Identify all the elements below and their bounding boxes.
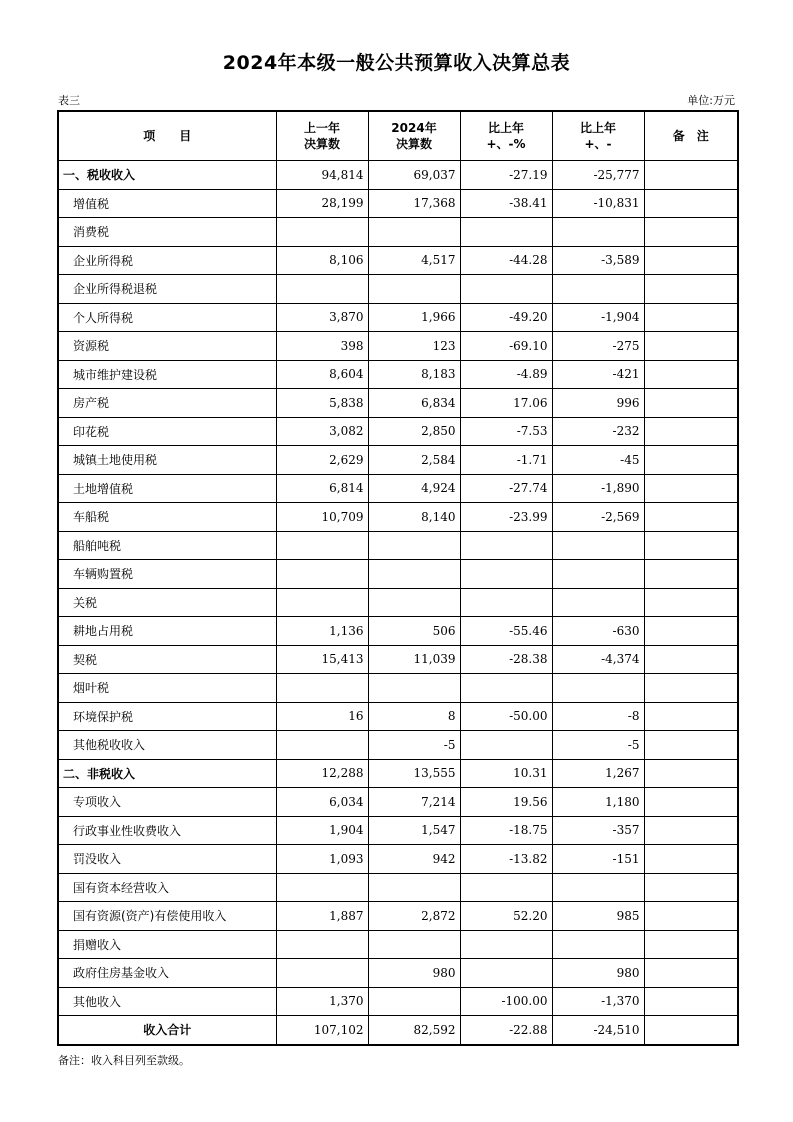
change-amount-cell: -151: [552, 845, 644, 874]
current-year-cell: 8: [368, 702, 460, 731]
table-row: [58, 531, 738, 560]
item-cell: 政府住房基金收入: [58, 959, 276, 988]
remark-cell: [644, 816, 738, 845]
change-amount-cell: -1,890: [552, 474, 644, 503]
change-amount-cell: -5: [552, 731, 644, 760]
header-change-amount: 比上年 +、-: [552, 111, 644, 161]
current-year-cell: 1,966: [368, 303, 460, 332]
prev-year-cell: 1,093: [276, 845, 368, 874]
current-year-cell: [368, 275, 460, 304]
table-row: [58, 902, 738, 931]
item-cell: 一、税收收入: [58, 161, 276, 190]
change-percent-cell: -44.28: [460, 246, 552, 275]
unit-label: 单位:万元: [687, 94, 735, 107]
item-cell: 消费税: [58, 218, 276, 247]
current-year-cell: 1,547: [368, 816, 460, 845]
current-year-cell: 2,872: [368, 902, 460, 931]
change-percent-cell: [460, 959, 552, 988]
current-year-cell: [368, 588, 460, 617]
change-percent-cell: -1.71: [460, 446, 552, 475]
remark-cell: [644, 446, 738, 475]
table-row: [58, 930, 738, 959]
table-row: [58, 788, 738, 817]
change-percent-cell: [460, 531, 552, 560]
header-remark: 备 注: [644, 111, 738, 161]
remark-cell: [644, 930, 738, 959]
change-amount-cell: 996: [552, 389, 644, 418]
change-amount-cell: -421: [552, 360, 644, 389]
item-cell: 个人所得税: [58, 303, 276, 332]
prev-year-cell: 10,709: [276, 503, 368, 532]
current-year-cell: 2,584: [368, 446, 460, 475]
table-row: [58, 446, 738, 475]
change-percent-cell: [460, 674, 552, 703]
remark-cell: [644, 503, 738, 532]
change-percent-cell: -28.38: [460, 645, 552, 674]
prev-year-cell: [276, 275, 368, 304]
remark-cell: [644, 560, 738, 589]
item-cell: 国有资本经营收入: [58, 873, 276, 902]
prev-year-cell: [276, 588, 368, 617]
prev-year-cell: 3,870: [276, 303, 368, 332]
change-amount-cell: [552, 674, 644, 703]
remark-cell: [644, 1016, 738, 1045]
prev-year-cell: [276, 930, 368, 959]
change-percent-cell: -69.10: [460, 332, 552, 361]
remark-cell: [644, 417, 738, 446]
change-amount-cell: 1,267: [552, 759, 644, 788]
prev-year-cell: [276, 560, 368, 589]
change-amount-cell: -45: [552, 446, 644, 475]
table-row: [58, 303, 738, 332]
change-amount-cell: -275: [552, 332, 644, 361]
change-amount-cell: -4,374: [552, 645, 644, 674]
table-row: [58, 674, 738, 703]
table-row: [58, 560, 738, 589]
current-year-cell: 506: [368, 617, 460, 646]
remark-cell: [644, 474, 738, 503]
change-amount-cell: -1,370: [552, 987, 644, 1016]
remark-cell: [644, 246, 738, 275]
change-percent-cell: [460, 930, 552, 959]
item-cell: 国有资源(资产)有偿使用收入: [58, 902, 276, 931]
item-cell: 捐赠收入: [58, 930, 276, 959]
change-amount-cell: [552, 873, 644, 902]
remark-cell: [644, 845, 738, 874]
change-amount-cell: -2,569: [552, 503, 644, 532]
table-row: [58, 759, 738, 788]
prev-year-cell: 5,838: [276, 389, 368, 418]
change-percent-cell: -100.00: [460, 987, 552, 1016]
prev-year-cell: 1,370: [276, 987, 368, 1016]
change-amount-cell: -232: [552, 417, 644, 446]
change-percent-cell: -13.82: [460, 845, 552, 874]
current-year-cell: [368, 987, 460, 1016]
current-year-cell: 82,592: [368, 1016, 460, 1045]
table-row: [58, 617, 738, 646]
table-row: [58, 731, 738, 760]
change-percent-cell: [460, 588, 552, 617]
change-amount-cell: [552, 531, 644, 560]
prev-year-cell: 2,629: [276, 446, 368, 475]
current-year-cell: 13,555: [368, 759, 460, 788]
table-row: [58, 218, 738, 247]
change-amount-cell: -25,777: [552, 161, 644, 190]
prev-year-cell: 28,199: [276, 189, 368, 218]
change-percent-cell: [460, 873, 552, 902]
change-percent-cell: -18.75: [460, 816, 552, 845]
item-cell: 城市维护建设税: [58, 360, 276, 389]
item-cell: 增值税: [58, 189, 276, 218]
item-cell: 企业所得税: [58, 246, 276, 275]
item-cell: 罚没收入: [58, 845, 276, 874]
prev-year-cell: 6,034: [276, 788, 368, 817]
prev-year-cell: 94,814: [276, 161, 368, 190]
header-current-year: 2024年 决算数: [368, 111, 460, 161]
remark-cell: [644, 788, 738, 817]
item-cell: 收入合计: [58, 1016, 276, 1045]
page-title: 2024年本级一般公共预算收入决算总表: [222, 52, 571, 74]
current-year-cell: 2,850: [368, 417, 460, 446]
item-cell: 烟叶税: [58, 674, 276, 703]
change-percent-cell: 10.31: [460, 759, 552, 788]
current-year-cell: [368, 560, 460, 589]
remark-cell: [644, 161, 738, 190]
change-percent-cell: -38.41: [460, 189, 552, 218]
table-row: [58, 1016, 738, 1045]
change-percent-cell: [460, 731, 552, 760]
change-amount-cell: [552, 275, 644, 304]
change-amount-cell: [552, 930, 644, 959]
table-header-row: [58, 111, 738, 161]
change-amount-cell: [552, 560, 644, 589]
table-row: [58, 645, 738, 674]
prev-year-cell: [276, 873, 368, 902]
prev-year-cell: 8,106: [276, 246, 368, 275]
item-cell: 环境保护税: [58, 702, 276, 731]
item-cell: 车船税: [58, 503, 276, 532]
header-change-percent: 比上年 +、-%: [460, 111, 552, 161]
header-prev-year: 上一年 决算数: [276, 111, 368, 161]
table-row: [58, 417, 738, 446]
item-cell: 其他税收收入: [58, 731, 276, 760]
change-amount-cell: [552, 588, 644, 617]
change-percent-cell: -4.89: [460, 360, 552, 389]
current-year-cell: 8,183: [368, 360, 460, 389]
item-cell: 其他收入: [58, 987, 276, 1016]
remark-cell: [644, 617, 738, 646]
remark-cell: [644, 759, 738, 788]
remark-cell: [644, 218, 738, 247]
prev-year-cell: 3,082: [276, 417, 368, 446]
table-row: [58, 702, 738, 731]
prev-year-cell: 1,904: [276, 816, 368, 845]
change-percent-cell: -22.88: [460, 1016, 552, 1045]
change-amount-cell: -10,831: [552, 189, 644, 218]
revenue-table: [57, 110, 739, 1046]
remark-cell: [644, 987, 738, 1016]
current-year-cell: 17,368: [368, 189, 460, 218]
table-row: [58, 246, 738, 275]
table-row: [58, 845, 738, 874]
remark-cell: [644, 873, 738, 902]
item-cell: 印花税: [58, 417, 276, 446]
change-amount-cell: -1,904: [552, 303, 644, 332]
remark-cell: [644, 702, 738, 731]
current-year-cell: -5: [368, 731, 460, 760]
table-number-label: 表三: [58, 94, 80, 107]
remark-cell: [644, 959, 738, 988]
current-year-cell: 4,924: [368, 474, 460, 503]
current-year-cell: [368, 930, 460, 959]
current-year-cell: 123: [368, 332, 460, 361]
header-item: 项 目: [58, 111, 276, 161]
change-amount-cell: -630: [552, 617, 644, 646]
prev-year-cell: [276, 674, 368, 703]
current-year-cell: 8,140: [368, 503, 460, 532]
change-percent-cell: -27.19: [460, 161, 552, 190]
change-percent-cell: [460, 218, 552, 247]
remark-cell: [644, 731, 738, 760]
change-percent-cell: 17.06: [460, 389, 552, 418]
remark-cell: [644, 189, 738, 218]
item-cell: 城镇土地使用税: [58, 446, 276, 475]
item-cell: 契税: [58, 645, 276, 674]
item-cell: 企业所得税退税: [58, 275, 276, 304]
prev-year-cell: 8,604: [276, 360, 368, 389]
prev-year-cell: 398: [276, 332, 368, 361]
prev-year-cell: 1,136: [276, 617, 368, 646]
item-cell: 行政事业性收费收入: [58, 816, 276, 845]
change-percent-cell: -27.74: [460, 474, 552, 503]
item-cell: 车辆购置税: [58, 560, 276, 589]
change-percent-cell: -49.20: [460, 303, 552, 332]
table-row: [58, 389, 738, 418]
table-row: [58, 588, 738, 617]
current-year-cell: 7,214: [368, 788, 460, 817]
table-row: [58, 332, 738, 361]
remark-cell: [644, 360, 738, 389]
item-cell: 二、非税收入: [58, 759, 276, 788]
remark-cell: [644, 275, 738, 304]
remark-cell: [644, 674, 738, 703]
prev-year-cell: [276, 731, 368, 760]
remark-cell: [644, 902, 738, 931]
item-cell: 专项收入: [58, 788, 276, 817]
remark-cell: [644, 645, 738, 674]
current-year-cell: [368, 218, 460, 247]
table-row: [58, 503, 738, 532]
change-percent-cell: 19.56: [460, 788, 552, 817]
item-cell: 船舶吨税: [58, 531, 276, 560]
table-row: [58, 816, 738, 845]
change-percent-cell: -50.00: [460, 702, 552, 731]
table-row: [58, 360, 738, 389]
item-cell: 耕地占用税: [58, 617, 276, 646]
table-row: [58, 161, 738, 190]
prev-year-cell: 107,102: [276, 1016, 368, 1045]
change-amount-cell: [552, 218, 644, 247]
current-year-cell: 6,834: [368, 389, 460, 418]
current-year-cell: 942: [368, 845, 460, 874]
change-percent-cell: 52.20: [460, 902, 552, 931]
current-year-cell: 69,037: [368, 161, 460, 190]
table-row: [58, 959, 738, 988]
change-percent-cell: [460, 275, 552, 304]
current-year-cell: [368, 531, 460, 560]
change-amount-cell: 1,180: [552, 788, 644, 817]
prev-year-cell: [276, 218, 368, 247]
table-row: [58, 987, 738, 1016]
prev-year-cell: 16: [276, 702, 368, 731]
remark-cell: [644, 303, 738, 332]
remark-cell: [644, 389, 738, 418]
current-year-cell: [368, 674, 460, 703]
current-year-cell: 4,517: [368, 246, 460, 275]
change-amount-cell: -3,589: [552, 246, 644, 275]
table-row: [58, 873, 738, 902]
current-year-cell: 11,039: [368, 645, 460, 674]
remark-cell: [644, 531, 738, 560]
change-amount-cell: -8: [552, 702, 644, 731]
item-cell: 关税: [58, 588, 276, 617]
footnote: 备注：收入科目列至款级。: [58, 1054, 190, 1067]
table-row: [58, 474, 738, 503]
prev-year-cell: 6,814: [276, 474, 368, 503]
item-cell: 资源税: [58, 332, 276, 361]
item-cell: 房产税: [58, 389, 276, 418]
change-amount-cell: -357: [552, 816, 644, 845]
change-amount-cell: -24,510: [552, 1016, 644, 1045]
prev-year-cell: 1,887: [276, 902, 368, 931]
prev-year-cell: 15,413: [276, 645, 368, 674]
current-year-cell: [368, 873, 460, 902]
change-percent-cell: -7.53: [460, 417, 552, 446]
item-cell: 土地增值税: [58, 474, 276, 503]
table-row: [58, 275, 738, 304]
change-amount-cell: 980: [552, 959, 644, 988]
prev-year-cell: [276, 531, 368, 560]
prev-year-cell: 12,288: [276, 759, 368, 788]
change-percent-cell: [460, 560, 552, 589]
change-percent-cell: -55.46: [460, 617, 552, 646]
change-percent-cell: -23.99: [460, 503, 552, 532]
remark-cell: [644, 332, 738, 361]
current-year-cell: 980: [368, 959, 460, 988]
remark-cell: [644, 588, 738, 617]
table-row: [58, 189, 738, 218]
change-amount-cell: 985: [552, 902, 644, 931]
prev-year-cell: [276, 959, 368, 988]
